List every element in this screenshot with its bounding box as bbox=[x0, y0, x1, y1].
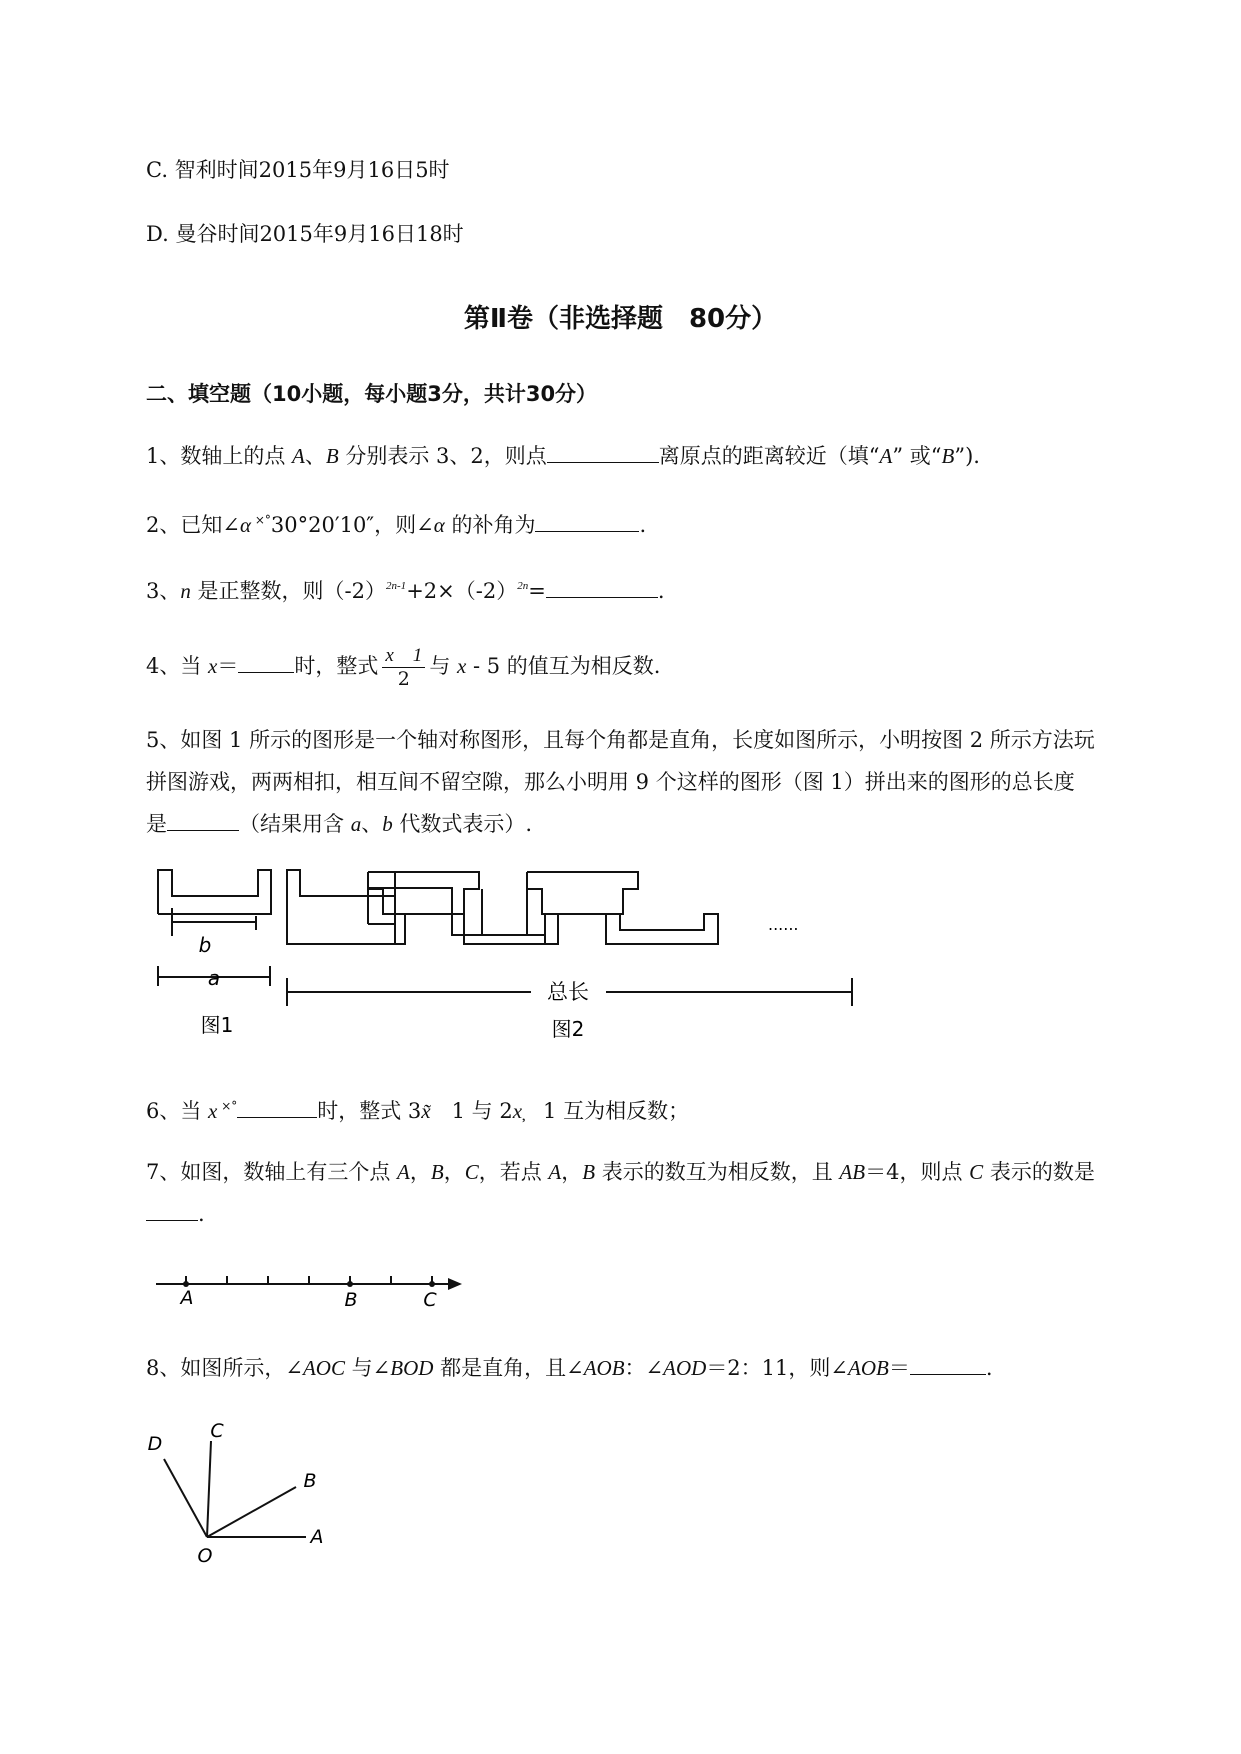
label-a: A bbox=[310, 1526, 324, 1548]
ellipsis: ...... bbox=[768, 915, 799, 934]
label-d: D bbox=[147, 1433, 163, 1455]
label-a: A bbox=[180, 1287, 194, 1309]
label-b: B bbox=[303, 1470, 317, 1492]
ray-ob bbox=[207, 1487, 296, 1537]
question-5-line-2: 拼图游戏，两两相扣，相互间不留空隙，那么小明用 9 个这样的图形（图 1）拼出来的图形的总长度 bbox=[146, 770, 1075, 794]
question-8: 8、如图所示，∠AOC 与∠BOD 都是直角，且∠AOB：∠AOD＝2：11，则∠AOB＝ . bbox=[146, 1356, 993, 1380]
label-o: O bbox=[197, 1545, 213, 1567]
question-7: 7、如图，数轴上有三个点 A，B，C，若点 A，B 表示的数互为相反数，且 AB＝4，则点 C 表示的数是 bbox=[146, 1160, 1095, 1184]
part-two-heading: 第Ⅱ卷（非选择题 80分） bbox=[463, 304, 778, 334]
label-b: b bbox=[198, 933, 212, 957]
question-4: 4、当 x＝ 时，整式 $\frac{x 1}{2}$ 与 x - 5 的值互为相反数. bbox=[146, 645, 661, 690]
figure2-caption: 图2 bbox=[551, 1017, 585, 1041]
ray-od bbox=[164, 1459, 207, 1537]
fraction: $\frac{x 1}{2}$ bbox=[382, 645, 425, 690]
question-6: 6、当 x ×° 时，整式 3x̃ 1 与 2x̦ 1 互为相反数； bbox=[146, 1099, 690, 1123]
question-2: 2、已知∠α ×°30°20′10″，则∠α 的补角为 . bbox=[146, 513, 647, 537]
label-a: a bbox=[207, 966, 221, 990]
figure1-caption: 图1 bbox=[200, 1013, 234, 1037]
section-title: 二、填空题（10小题，每小题3分，共计30分） bbox=[146, 382, 598, 406]
question-5-line-3: 是 （结果用含 a、b 代数式表示）. bbox=[146, 812, 533, 836]
label-b: B bbox=[344, 1289, 358, 1311]
label-c: C bbox=[210, 1420, 224, 1442]
question-1: 1、数轴上的点 A、B 分别表示 3、2，则点 离原点的距离较近（填“A” 或“B”). bbox=[146, 444, 980, 468]
option-c: C. 智利时间2015年9月16日5时 bbox=[146, 158, 450, 182]
question-7-answer: . bbox=[146, 1200, 205, 1228]
question-3: 3、n 是正整数，则$(-2)^{2n-1}+2\times(-2)^{2n}=$ . bbox=[146, 579, 665, 603]
total-length-label: 总长 bbox=[547, 980, 589, 1004]
label-c: C bbox=[423, 1289, 437, 1311]
question-5-line-1: 5、如图 1 所示的图形是一个轴对称图形，且每个角都是直角，长度如图所示，小明按图 2 所示方法玩 bbox=[146, 728, 1095, 752]
option-d: D. 曼谷时间2015年9月16日18时 bbox=[146, 222, 464, 246]
ray-oc bbox=[207, 1441, 211, 1537]
